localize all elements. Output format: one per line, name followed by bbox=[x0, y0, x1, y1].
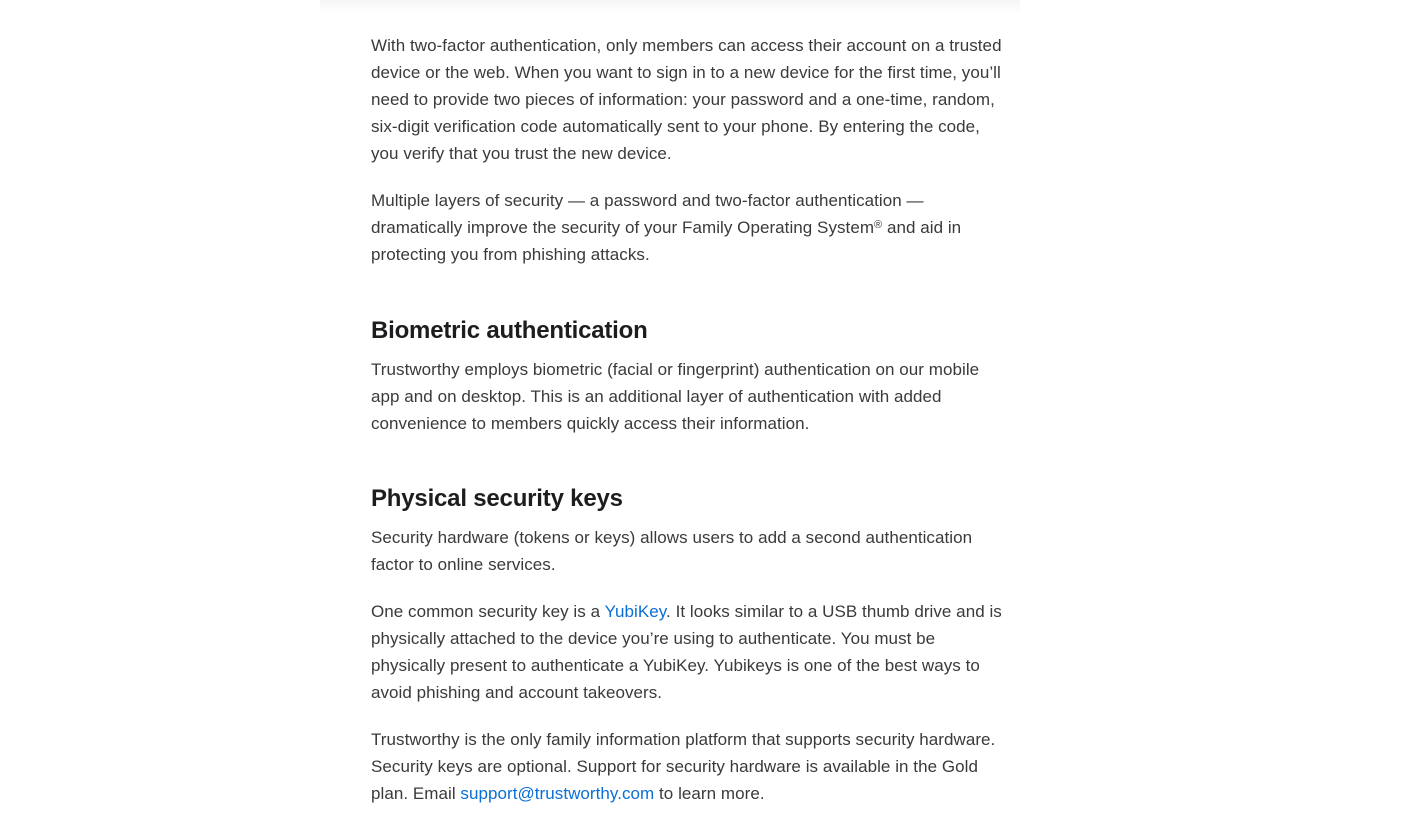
security-keys-heading: Physical security keys bbox=[371, 485, 623, 512]
biometric-paragraph: Trustworthy employs biometric (facial or fingerprint) authentication on our mobile app and on desktop. This is an additional layer of authentication with added convenience to members quickly access their information. bbox=[371, 360, 980, 433]
security-layers-text-end: and aid in protecting you from phishing attacks. bbox=[371, 218, 962, 264]
security-hardware-paragraph: Security hardware (tokens or keys) allows users to add a second authentication factor to online services. bbox=[371, 528, 973, 574]
biometric-heading: Biometric authentication bbox=[371, 317, 648, 344]
top-card-edge bbox=[320, 0, 1020, 14]
gold-plan-text-start: Trustworthy is the only family information platform that supports security hardware. Security keys are optional. Support for security hardware is available in the Gold plan. Email bbox=[371, 730, 996, 803]
registered-mark: ® bbox=[874, 219, 883, 231]
support-email-link[interactable]: support@trustworthy.com bbox=[460, 784, 655, 803]
yubikey-text-end: . It looks similar to a USB thumb drive and is physically attached to the device you’re using to authenticate. You must be physically present to authenticate a YubiKey. Yubikeys is one of the best ways to avoid phishing and account takeovers. bbox=[371, 602, 1002, 702]
yubikey-link[interactable]: YubiKey bbox=[604, 602, 667, 621]
yubikey-paragraph bbox=[371, 598, 1011, 706]
security-layers-text-start: Multiple layers of security — a password and two-factor authentication — dramatically improve the security of your Family Operating System bbox=[371, 191, 924, 237]
gold-plan-paragraph bbox=[371, 726, 1011, 807]
article-body bbox=[371, 32, 1011, 827]
security-layers-paragraph bbox=[371, 187, 1011, 268]
gold-plan-text-end: to learn more. bbox=[654, 784, 765, 803]
yubikey-text-start: One common security key is a bbox=[371, 602, 605, 621]
two-factor-paragraph: With two-factor authentication, only members can access their account on a trusted device or the web. When you want to sign in to a new device for the first time, you’ll need to provide two pieces of information: your password and a one-time, random, six-digit verification code automatically sent to your phone. By entering the code, you verify that you trust the new device. bbox=[371, 36, 1002, 163]
